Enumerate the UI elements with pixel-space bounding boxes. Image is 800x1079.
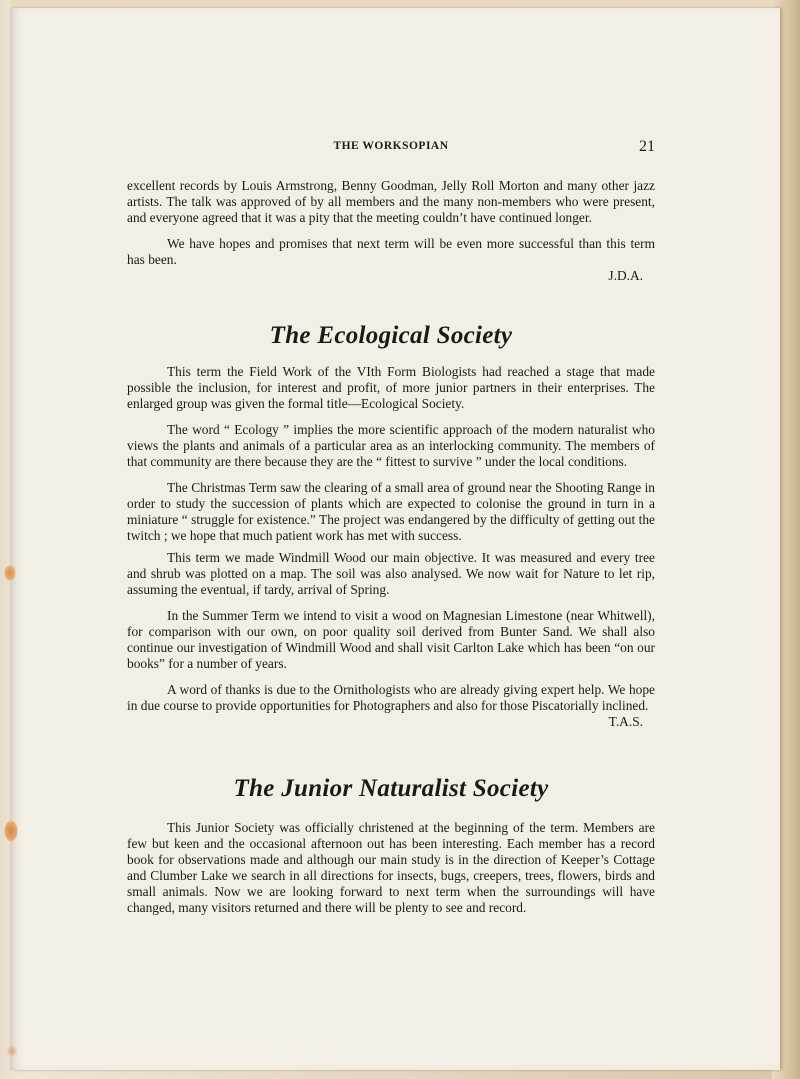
intro-section <box>127 178 655 284</box>
junior-paragraph: This Junior Society was officially christened at the beginning of the term. Members are few but keen and the occasional afternoon out has been interesting. Each member has a record book for observations made and although our main study is in the direction of Keeper’s Cottage and Clumber Lake we search in all directions for insects, bugs, creepers, trees, flowers, birds and small animals. Now we are looking forward to next term when the surroundings will have changed, many visitors returned and there will be plenty to see and record. <box>127 820 655 915</box>
stain-mark <box>4 565 16 581</box>
ecological-paragraph-4: This term we made Windmill Wood our main objective. It was measured and every tree and shrub was plotted on a map. The soil was also analysed. We now wait for Nature to let rip, assuming the eventual, if tardy, arrival of Spring. <box>127 550 655 597</box>
running-title: THE WORKSOPIAN <box>333 140 449 152</box>
ecological-paragraph-3: The Christmas Term saw the clearing of a small area of ground near the Shooting Range in order to study the succession of plants which are expected to colonise the ground in turn in a miniature “ struggle for existence.” The project was endangered by the difficulty of getting out the twitch ; we hope that much patient work has met with success. <box>127 480 655 543</box>
ecological-section <box>127 364 655 730</box>
intro-paragraph-2: We have hopes and promises that next term will be even more successful than this term has been. <box>127 236 655 267</box>
ecological-paragraph-6: A word of thanks is due to the Ornithologists who are already giving expert help. We hope in due course to provide opportunities for Photographers and also for those Piscatorially inclined. <box>127 682 655 713</box>
ecological-heading: The Ecological Society <box>269 322 513 349</box>
intro-signature: J.D.A. <box>608 268 643 283</box>
junior-section <box>127 820 655 916</box>
stain-mark <box>6 1045 18 1057</box>
page-number: 21 <box>639 138 655 155</box>
ecological-signature: T.A.S. <box>608 714 643 729</box>
stain-mark <box>4 820 18 842</box>
page-header <box>127 138 655 158</box>
ecological-paragraph-1: This term the Field Work of the VIth Form Biologists had reached a stage that made possible the inclusion, for interest and profit, of more junior partners in their enterprises. The enlarged group was given the formal title—Ecological Society. <box>127 364 655 411</box>
ecological-paragraph-5: In the Summer Term we intend to visit a wood on Magnesian Limestone (near Whitwell), for comparison with our own, on poor quality soil derived from Bunter Sand. We shall also continue our investigation of Windmill Wood and shall visit Carlton Lake which has been “on our books” for a number of years. <box>127 608 655 671</box>
ecological-paragraph-2: The word “ Ecology ” implies the more scientific approach of the modern naturalist who views the plants and animals of a particular area as an interlocking community. The members of that community are there because they are the “ fittest to survive ” under the local conditions. <box>127 422 655 469</box>
junior-heading: The Junior Naturalist Society <box>233 775 549 802</box>
intro-paragraph-1: excellent records by Louis Armstrong, Benny Goodman, Jelly Roll Morton and many other jazz artists. The talk was approved of by all members and the many non-members who were present, and everyone agreed that it was a pity that the meeting couldn’t have continued longer. <box>127 178 655 225</box>
